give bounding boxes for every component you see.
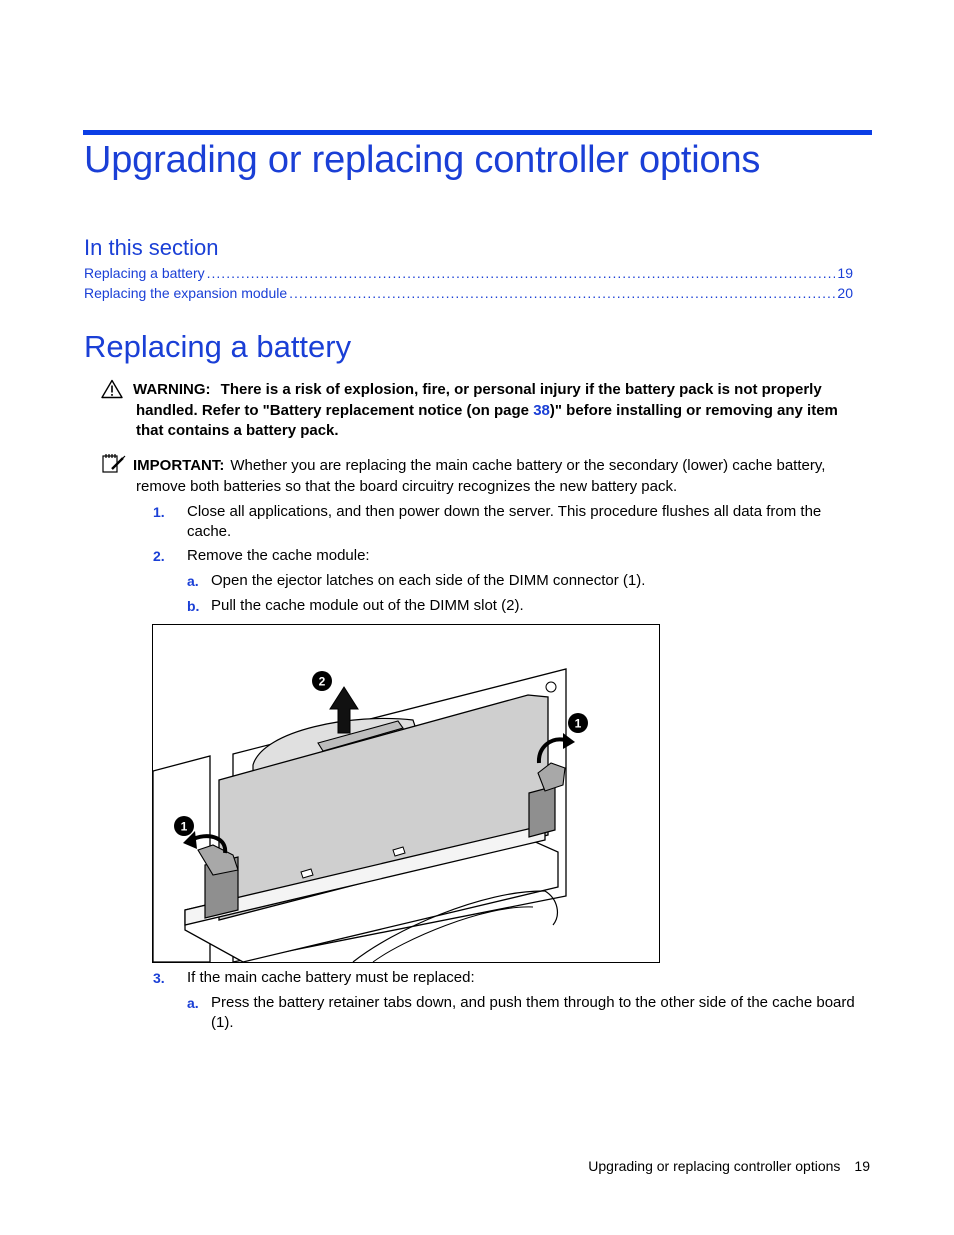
toc-entry-page: 20	[837, 285, 853, 301]
step-3-text: If the main cache battery must be replaced:	[187, 969, 475, 986]
warning-triangle-icon	[101, 379, 123, 399]
step-3a-text: Press the battery retainer tabs down, and push them through to the other side of the cache board (1).	[211, 994, 855, 1031]
step-2b-text: Pull the cache module out of the DIMM slot (2).	[211, 597, 524, 614]
cache-module-removal-figure	[152, 624, 660, 963]
toc-leader	[207, 265, 836, 281]
in-this-section-label: In this section	[84, 235, 219, 260]
step-1-text: Close all applications, and then power down the server. This procedure flushes all data from the cache.	[187, 503, 822, 540]
warning-text-before-link: There is a risk of explosion, fire, or personal injury if the battery pack is not properly handled. Refer to "Battery replacement notice (on page	[136, 381, 822, 419]
footer-page-number: 19	[854, 1158, 870, 1174]
warning-text-after-link: )" before installing or removing any item that contains a battery pack.	[136, 401, 838, 439]
important-notepad-icon	[102, 453, 126, 473]
callout-label: 1	[180, 819, 188, 834]
important-text: Whether you are replacing the main cache battery or the secondary (lower) cache battery, remove both batteries so that the board circuitry recognizes the new battery pack.	[136, 457, 826, 495]
step-2b-letter: b.	[187, 598, 200, 614]
important-label: IMPORTANT:	[133, 457, 225, 474]
callout-badge-1-right	[568, 713, 588, 733]
step-1-number: 1.	[153, 504, 165, 520]
toc-entry-text: Replacing a battery	[84, 265, 205, 281]
chapter-title: Upgrading or replacing controller options	[84, 139, 761, 181]
callout-badge-2	[312, 671, 332, 691]
callout-label: 1	[574, 716, 582, 731]
callout-label: 2	[318, 674, 326, 689]
toc-entry-page: 19	[837, 265, 853, 281]
step-3-number: 3.	[153, 970, 165, 986]
page-footer	[588, 1158, 870, 1174]
toc-leader	[289, 285, 835, 301]
callout-badge-1-left	[174, 816, 194, 836]
toc-entry-text: Replacing the expansion module	[84, 285, 288, 301]
toc-entry-replacing-expansion-module[interactable]	[84, 283, 853, 301]
section-title: Replacing a battery	[84, 329, 352, 364]
step-2a-text: Open the ejector latches on each side of the DIMM connector (1).	[211, 572, 646, 589]
footer-title: Upgrading or replacing controller options	[588, 1158, 841, 1174]
cache-module-illustration	[153, 625, 659, 962]
chapter-rule	[83, 130, 872, 135]
step-2-number: 2.	[153, 548, 165, 564]
step-3a-letter: a.	[187, 995, 199, 1011]
step-2-text: Remove the cache module:	[187, 547, 370, 564]
warning-note	[133, 380, 864, 442]
important-note	[133, 456, 864, 497]
warning-label: WARNING:	[133, 381, 211, 398]
toc-entry-replacing-battery[interactable]	[84, 263, 853, 281]
step-2a-letter: a.	[187, 573, 199, 589]
page-link-38[interactable]: 38	[533, 401, 550, 419]
